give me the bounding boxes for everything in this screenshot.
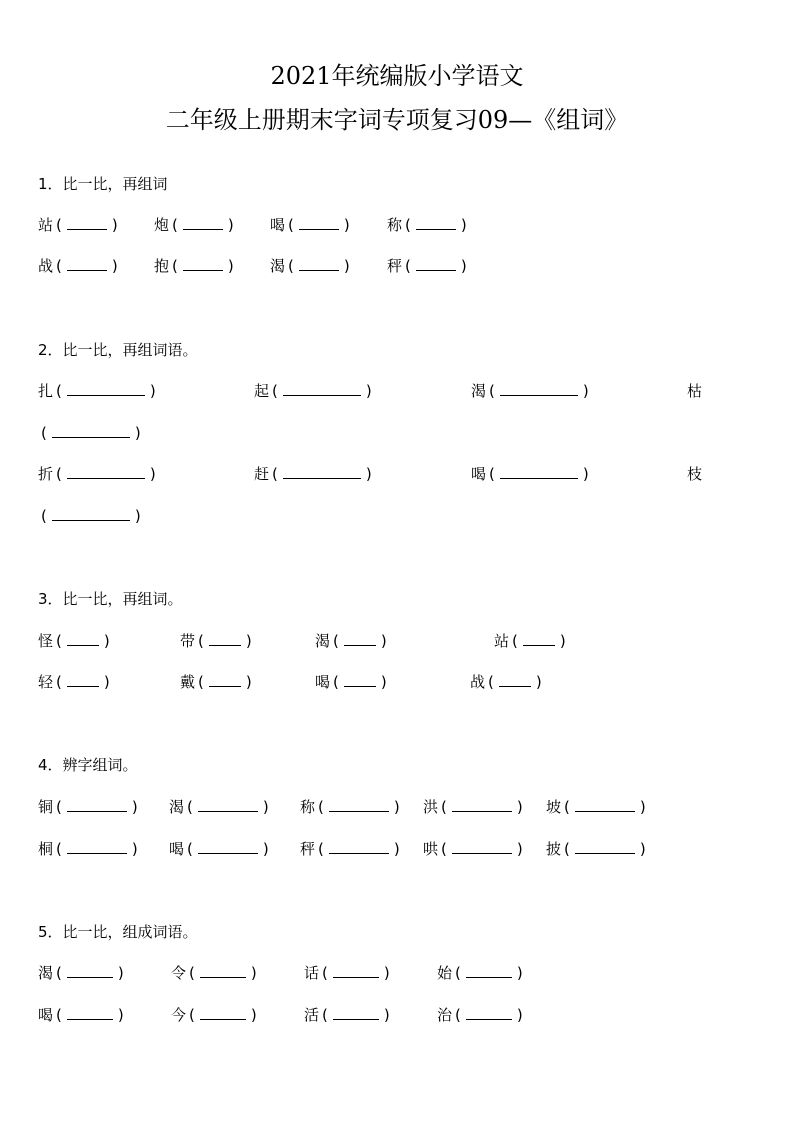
answer-blank[interactable] [466,1005,512,1020]
word-item: 怪 ( ) [38,632,110,650]
word-item-continued: ( ) [41,424,141,442]
answer-blank[interactable] [500,464,578,479]
word-item-continued: ( ) [41,507,141,525]
answer-blank[interactable] [466,963,512,978]
page-subtitle: 二年级上册期末字词专项复习09—《组词》 [165,106,629,134]
answer-blank[interactable] [67,631,99,646]
question-4-row-2 [38,838,758,860]
question-2-row-2-wrap [38,505,758,527]
question-3-row-2 [38,671,758,693]
answer-blank[interactable] [283,464,361,479]
answer-blank[interactable] [67,839,127,854]
answer-blank[interactable] [67,797,127,812]
word-item: 桐 ( ) [38,840,138,858]
answer-blank[interactable] [67,464,145,479]
answer-blank[interactable] [209,672,241,687]
word-item: 渴 ( ) [270,257,350,275]
answer-blank[interactable] [333,963,379,978]
word-item: 称 ( ) [387,216,467,234]
answer-blank[interactable] [523,631,555,646]
word-item: 铜 ( ) [38,798,138,816]
answer-blank[interactable] [200,963,246,978]
word-item: 枯 [687,382,703,400]
question-1-title: 1．比一比，再组词 [38,175,168,193]
answer-blank[interactable] [499,672,531,687]
word-item: 枝 [687,465,703,483]
word-item: 洪 ( ) [423,798,523,816]
word-item: 渴 ( ) [169,798,269,816]
answer-blank[interactable] [299,256,339,271]
page-title: 2021年统编版小学语文 [270,62,524,90]
answer-blank[interactable] [67,256,107,271]
word-item: 秤 ( ) [300,840,400,858]
word-item: 站 ( ) [494,632,566,650]
question-3-row-1 [38,630,758,652]
word-item: 炮 ( ) [154,216,234,234]
answer-blank[interactable] [299,215,339,230]
word-item: 今 ( ) [171,1006,257,1024]
word-item: 令 ( ) [171,964,257,982]
answer-blank[interactable] [333,1005,379,1020]
word-item: 始 ( ) [437,964,523,982]
question-3-title: 3．比一比，再组词。 [38,590,183,608]
word-item: 喝 ( ) [315,673,387,691]
answer-blank[interactable] [329,797,389,812]
word-item: 戴 ( ) [180,673,252,691]
word-item: 折 ( ) [38,465,156,483]
question-1-row-1 [38,214,758,236]
word-item: 话 ( ) [304,964,390,982]
word-item: 活 ( ) [304,1006,390,1024]
question-2-row-2 [38,463,758,485]
word-item: 站 ( ) [38,216,118,234]
word-item: 喝 ( ) [169,840,269,858]
answer-blank[interactable] [575,797,635,812]
word-item: 喝 ( ) [38,1006,124,1024]
word-item: 渴 ( ) [471,382,589,400]
answer-blank[interactable] [283,381,361,396]
word-item: 战 ( ) [38,257,118,275]
word-item: 渴 ( ) [38,964,124,982]
answer-blank[interactable] [416,256,456,271]
answer-blank[interactable] [500,381,578,396]
word-item: 渴 ( ) [315,632,387,650]
word-item: 赶 ( ) [254,465,372,483]
word-item: 抱 ( ) [154,257,234,275]
answer-blank[interactable] [200,1005,246,1020]
word-item: 哄 ( ) [423,840,523,858]
word-item: 起 ( ) [254,382,372,400]
answer-blank[interactable] [344,631,376,646]
answer-blank[interactable] [67,672,99,687]
word-item: 秤 ( ) [387,257,467,275]
word-item: 带 ( ) [180,632,252,650]
answer-blank[interactable] [67,381,145,396]
word-item: 披 ( ) [546,840,646,858]
answer-blank[interactable] [67,215,107,230]
question-5-row-1 [38,962,758,984]
word-item: 喝 ( ) [270,216,350,234]
answer-blank[interactable] [198,839,258,854]
answer-blank[interactable] [329,839,389,854]
answer-blank[interactable] [416,215,456,230]
answer-blank[interactable] [67,963,113,978]
word-item: 轻 ( ) [38,673,110,691]
question-2-row-1 [38,380,758,402]
question-2-title: 2．比一比，再组词语。 [38,341,198,359]
question-1-row-2 [38,255,758,277]
answer-blank[interactable] [452,797,512,812]
answer-blank[interactable] [183,256,223,271]
word-item: 喝 ( ) [471,465,589,483]
word-item: 战 ( ) [470,673,542,691]
question-4-row-1 [38,796,758,818]
word-item: 坡 ( ) [546,798,646,816]
word-item: 治 ( ) [437,1006,523,1024]
answer-blank[interactable] [183,215,223,230]
question-2-row-1-wrap [38,422,758,444]
word-item: 称 ( ) [300,798,400,816]
answer-blank[interactable] [209,631,241,646]
answer-blank[interactable] [52,506,130,521]
answer-blank[interactable] [575,839,635,854]
word-item: 扎 ( ) [38,382,156,400]
question-5-title: 5．比一比，组成词语。 [38,923,198,941]
answer-blank[interactable] [198,797,258,812]
answer-blank[interactable] [452,839,512,854]
answer-blank[interactable] [344,672,376,687]
answer-blank[interactable] [67,1005,113,1020]
answer-blank[interactable] [52,423,130,438]
question-4-title: 4．辨字组词。 [38,756,138,774]
question-5-row-2 [38,1004,758,1026]
